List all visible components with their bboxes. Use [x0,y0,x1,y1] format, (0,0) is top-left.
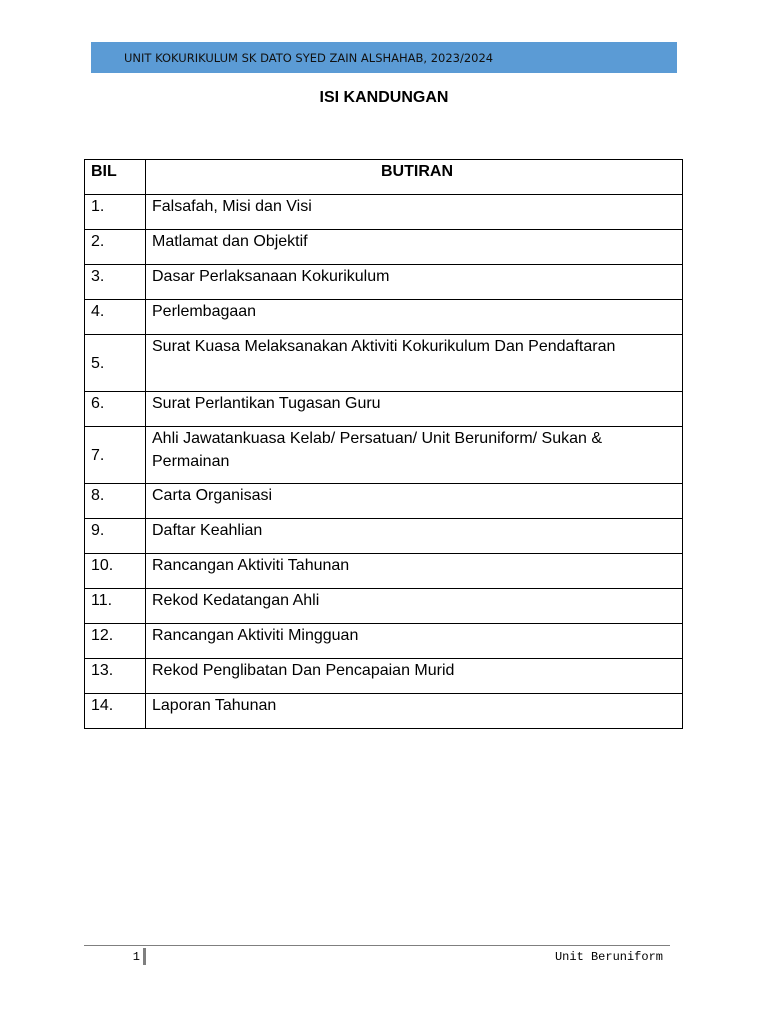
row-item: Perlembagaan [146,300,683,335]
row-item: Dasar Perlaksanaan Kokurikulum [146,265,683,300]
footer-bar [143,948,146,965]
table-row [85,484,683,519]
row-item: Rekod Kedatangan Ahli [146,589,683,624]
footer-divider [84,945,670,946]
row-item: Rekod Penglibatan Dan Pencapaian Murid [146,659,683,694]
contents-table [84,159,683,729]
row-item: Surat Kuasa Melaksanakan Aktiviti Kokurikulum Dan Pendaftaran [146,335,683,392]
table-row [85,427,683,484]
header-band [91,42,677,73]
row-number: 13. [85,659,146,694]
footer-unit-label: Unit Beruniform [554,950,663,964]
row-number: 9. [85,519,146,554]
table-header-row [85,160,683,195]
row-item: Surat Perlantikan Tugasan Guru [146,392,683,427]
row-item: Laporan Tahunan [146,694,683,729]
row-item: Matlamat dan Objektif [146,230,683,265]
table-row [85,554,683,589]
row-number: 10. [85,554,146,589]
header-bil: BIL [85,160,146,195]
table-row [85,694,683,729]
row-number: 8. [85,484,146,519]
row-number: 11. [85,589,146,624]
row-item: Carta Organisasi [146,484,683,519]
row-number: 14. [85,694,146,729]
row-number: 5. [85,335,146,392]
table-row [85,519,683,554]
row-number: 7. [85,427,146,484]
table-row [85,265,683,300]
row-number: 12. [85,624,146,659]
table-row [85,624,683,659]
row-item: Falsafah, Misi dan Visi [146,195,683,230]
row-number: 2. [85,230,146,265]
row-number: 3. [85,265,146,300]
row-item: Rancangan Aktiviti Tahunan [146,554,683,589]
table-row [85,300,683,335]
row-item: Daftar Keahlian [146,519,683,554]
header-butiran: BUTIRAN [146,160,683,195]
table-row [85,392,683,427]
row-number: 1. [85,195,146,230]
table-row [85,589,683,624]
document-title: ISI KANDUNGAN [319,89,449,106]
table-row [85,335,683,392]
table-row [85,230,683,265]
row-item: Ahli Jawatankuasa Kelab/ Persatuan/ Unit Beruniform/ Sukan & Permainan [146,427,683,484]
table-row [85,659,683,694]
row-item: Rancangan Aktiviti Mingguan [146,624,683,659]
header-text: UNIT KOKURIKULUM SK DATO SYED ZAIN ALSHAHAB, 2023/2024 [124,50,494,65]
row-number: 4. [85,300,146,335]
table-row [85,195,683,230]
row-number: 6. [85,392,146,427]
page-number: 1 [132,950,140,964]
